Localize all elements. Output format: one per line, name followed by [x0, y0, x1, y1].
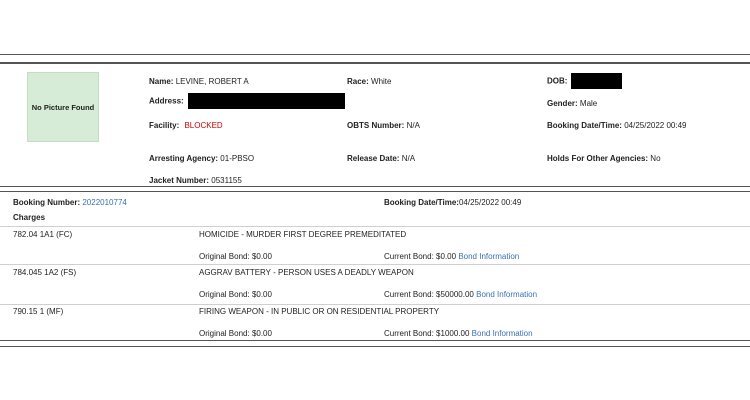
- release-value: N/A: [401, 154, 416, 163]
- charge-2-bond-info-link[interactable]: Bond Information: [476, 290, 538, 299]
- race-label: Race:: [347, 77, 369, 86]
- charge-3-curr-label: Current Bond:: [384, 329, 434, 338]
- charge-3-orig-value: $0.00: [251, 329, 272, 338]
- charge-3-statute: 790.15 1 (MF): [13, 307, 64, 316]
- booking-dt2-row: [384, 198, 521, 207]
- charge-2-desc: AGGRAV BATTERY - PERSON USES A DEADLY WEAPON: [199, 268, 414, 277]
- charge-1-curr-label: Current Bond:: [384, 252, 434, 261]
- section-divider: [0, 186, 750, 187]
- charge-2-orig-bond: [199, 290, 272, 299]
- jacket-value: 0531155: [211, 176, 242, 185]
- charges-divider: [0, 226, 750, 227]
- no-picture-placeholder: [27, 72, 99, 142]
- facility-row: [149, 121, 223, 130]
- charge-1-divider: [0, 264, 750, 265]
- charge-1-bond-info-link[interactable]: Bond Information: [458, 252, 520, 261]
- photo-text: No Picture Found: [31, 102, 95, 112]
- facility-value: BLOCKED: [184, 121, 223, 130]
- release-label: Release Date:: [347, 154, 400, 163]
- charge-3-curr-bond: [384, 329, 533, 338]
- booking-number-row: [13, 198, 127, 207]
- charge-3-orig-label: Original Bond:: [199, 329, 250, 338]
- jacket-label: Jacket Number:: [149, 176, 210, 185]
- booking-dt-value: 04/25/2022 00:49: [624, 121, 687, 130]
- charge-1-orig-label: Original Bond:: [199, 252, 250, 261]
- charge-3-orig-bond: [199, 329, 272, 338]
- dob-row: [547, 73, 622, 89]
- agency-value: 01-PBSO: [220, 154, 255, 163]
- bottom-divider: [0, 340, 750, 341]
- charge-3-bond-info-link[interactable]: Bond Information: [471, 329, 533, 338]
- charge-1-curr-value: $0.00: [436, 252, 457, 261]
- name-value: LEVINE, ROBERT A: [175, 77, 249, 86]
- race-value: White: [371, 77, 392, 86]
- charge-1-orig-bond: [199, 252, 272, 261]
- gender-label: Gender:: [547, 99, 578, 108]
- charge-1-curr-bond: [384, 252, 519, 261]
- charge-2-divider: [0, 304, 750, 305]
- top-divider: [0, 54, 750, 55]
- holds-label: Holds For Other Agencies:: [547, 154, 649, 163]
- charge-2-curr-label: Current Bond:: [384, 290, 434, 299]
- charge-2-curr-value: $50000.00: [436, 290, 474, 299]
- obts-value: N/A: [406, 121, 420, 130]
- race-row: [347, 77, 391, 86]
- obts-row: [347, 121, 420, 130]
- charges-heading: Charges: [13, 213, 46, 222]
- charge-2-orig-value: $0.00: [251, 290, 272, 299]
- dob-label: DOB:: [547, 76, 568, 86]
- agency-label: Arresting Agency:: [149, 154, 219, 163]
- charge-3-desc: FIRING WEAPON - IN PUBLIC OR ON RESIDENTIAL PROPERTY: [199, 307, 440, 316]
- gender-row: [547, 99, 597, 108]
- dob-redaction: [571, 73, 622, 89]
- holds-row: [547, 154, 661, 163]
- booking-dt2-value: 04/25/2022 00:49: [458, 198, 522, 207]
- jacket-row: [149, 176, 242, 185]
- release-row: [347, 154, 415, 163]
- charge-2-statute: 784.045 1A2 (FS): [13, 268, 77, 277]
- booking-dt-row: [547, 121, 687, 130]
- address-row: [149, 93, 345, 109]
- booking-number-link[interactable]: 2022010774: [82, 198, 127, 207]
- charge-3-curr-value: $1000.00: [436, 329, 470, 338]
- charge-1-statute: 782.04 1A1 (FC): [13, 230, 73, 239]
- gender-value: Male: [579, 99, 598, 108]
- name-row: [149, 77, 249, 86]
- charge-1-desc: HOMICIDE - MURDER FIRST DEGREE PREMEDITATED: [199, 230, 407, 239]
- name-label: Name:: [149, 77, 174, 86]
- booking-dt-label: Booking Date/Time:: [547, 121, 622, 130]
- bottom-divider-2: [0, 346, 750, 347]
- obts-label: OBTS Number:: [347, 121, 405, 130]
- agency-row: [149, 154, 254, 163]
- booking-number-label: Booking Number:: [13, 198, 81, 207]
- address-redaction: [188, 93, 345, 109]
- address-label: Address:: [149, 96, 184, 106]
- facility-label: Facility:: [149, 121, 180, 130]
- booking-dt2-label: Booking Date/Time:: [384, 198, 459, 207]
- holds-value: No: [650, 154, 661, 163]
- charge-2-curr-bond: [384, 290, 537, 299]
- charge-1-orig-value: $0.00: [251, 252, 272, 261]
- charge-2-orig-label: Original Bond:: [199, 290, 250, 299]
- section-divider-2: [0, 191, 750, 192]
- top-divider-2: [0, 62, 750, 64]
